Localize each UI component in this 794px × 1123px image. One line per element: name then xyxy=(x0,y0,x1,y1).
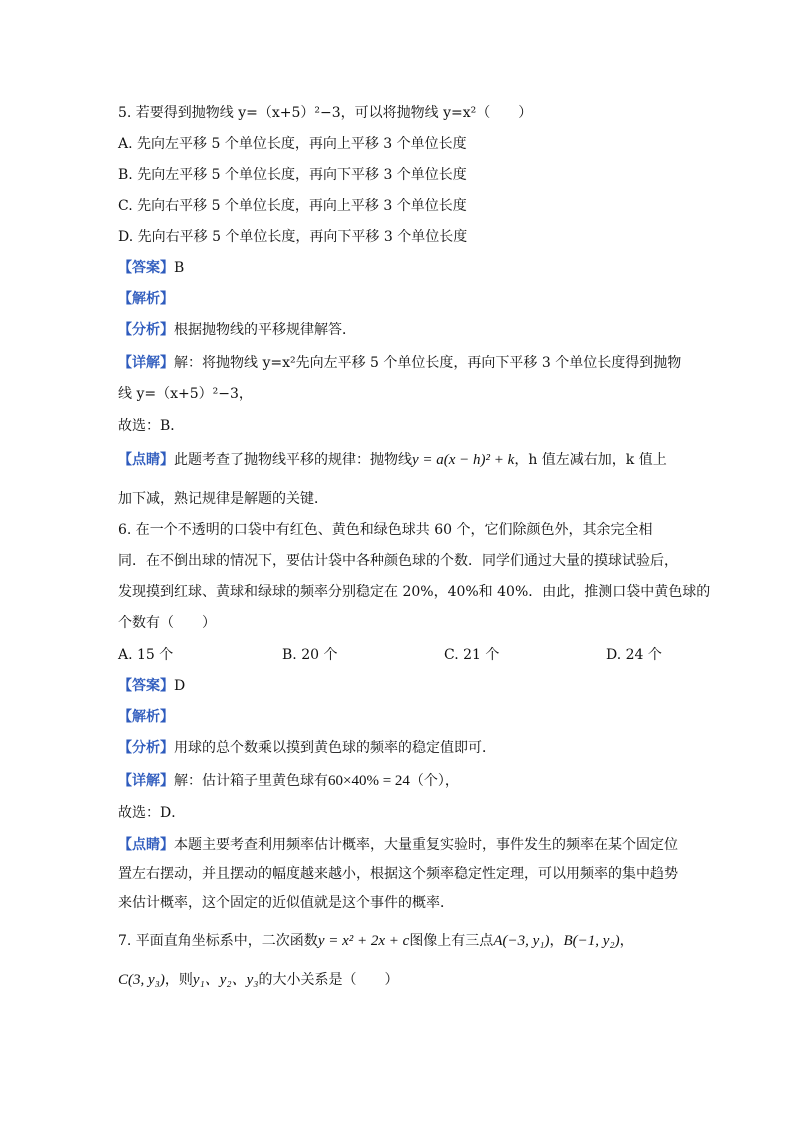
q5-stem: 5. 若要得到抛物线 y=（x+5）²−3，可以将抛物线 y=x²（ ） xyxy=(118,105,533,121)
dianjing-tag: 【点睛】 xyxy=(118,452,174,468)
q5-xiangjie-line-2: 线 y=（x+5）²−3， xyxy=(118,386,253,402)
xiangjie-tag: 【详解】 xyxy=(118,773,174,789)
q7-stem-text-a: 7. 平面直角坐标系中，二次函数 xyxy=(118,933,318,949)
xiangjie-text-b: （个）， xyxy=(409,773,459,789)
fenxi-text: 根据抛物线的平移规律解答． xyxy=(174,322,356,338)
point-c: C(3, y₃) xyxy=(118,972,165,988)
point-a: A(−3, y₁) xyxy=(493,933,550,949)
analysis-tag: 【解析】 xyxy=(118,291,174,307)
q6-stem-1: 6. 在一个不透明的口袋中有红色、黄色和绿色球共 60 个，它们除颜色外，其余完全相 xyxy=(118,522,653,538)
answer-value: D xyxy=(174,678,186,694)
dianjing-text: 本题主要考查利用频率估计概率，大量重复实验时，事件发生的频率在某个固定位 xyxy=(174,837,678,853)
q6-dianjing-line-1 xyxy=(118,836,678,854)
xiangjie-text-a: 解：估计箱子里黄色球有 xyxy=(174,773,328,789)
count-formula: 60×40% = 24 xyxy=(328,773,410,789)
dianjing-text-b: ，h 值左减右加，k 值上 xyxy=(514,452,667,468)
q5-answer-line xyxy=(118,259,184,277)
q5-option-b: B. 先向左平移 5 个单位长度，再向下平移 3 个单位长度 xyxy=(118,167,467,183)
q6-option-b: B. 20 个 xyxy=(282,647,338,663)
q6-stem-3: 发现摸到红球、黄球和绿球的频率分别稳定在 20%，40%和 40%．由此，推测口袋中黄色球的 xyxy=(118,584,711,600)
q6-analysis-line xyxy=(118,708,174,726)
q5-option-a: A. 先向左平移 5 个单位长度，再向上平移 3 个单位长度 xyxy=(118,136,467,152)
q7-stem-text-c: ，则 xyxy=(164,972,193,988)
q6-dianjing-line-2: 置左右摆动，并且摆动的幅度越来越小，根据这个频率稳定性定理，可以用频率的集中趋势 xyxy=(118,866,678,882)
dianjing-tag: 【点睛】 xyxy=(118,837,174,853)
q6-xiangjie-line xyxy=(118,772,459,790)
y-values: y₁、y₂、y₃ xyxy=(192,972,259,988)
fenxi-text: 用球的总个数乘以摸到黄色球的频率的稳定值即可． xyxy=(174,740,496,756)
analysis-tag: 【解析】 xyxy=(118,709,174,725)
q6-stem-4: 个数有（ ） xyxy=(118,615,216,631)
q7-stem-text-b: 图像上有三点 xyxy=(409,933,494,949)
parabola-formula: y = a(x − h)² + k xyxy=(412,452,515,468)
q7-stem-text-d: 的大小关系是（ ） xyxy=(258,972,399,988)
q7-stem-1 xyxy=(118,932,634,950)
xiangjie-text: 解：将抛物线 y=x²先向左平移 5 个单位长度，再向下平移 3 个单位长度得到抛物 xyxy=(174,355,682,371)
fenxi-tag: 【分析】 xyxy=(118,740,174,756)
quadratic-formula: y = x² + 2x + c xyxy=(317,933,410,949)
q7-stem-2 xyxy=(118,971,399,989)
q6-answer-line xyxy=(118,677,185,695)
q5-choose: 故选：B． xyxy=(118,418,185,434)
q6-dianjing-line-3: 来估计概率，这个固定的近似值就是这个事件的概率． xyxy=(118,895,454,911)
q6-stem-2: 同．在不倒出球的情况下，要估计袋中各种颜色球的个数．同学们通过大量的摸球试验后， xyxy=(118,553,678,569)
q5-option-d: D. 先向右平移 5 个单位长度，再向下平移 3 个单位长度 xyxy=(118,229,468,245)
q6-choose: 故选：D． xyxy=(118,805,186,821)
q5-dianjing-line-1 xyxy=(118,451,667,469)
q5-option-c: C. 先向右平移 5 个单位长度，再向上平移 3 个单位长度 xyxy=(118,198,467,214)
q5-dianjing-line-2: 加下减，熟记规律是解题的关键． xyxy=(118,491,328,507)
q5-xiangjie-line-1 xyxy=(118,354,681,372)
separator: ， xyxy=(619,933,634,949)
answer-value: B xyxy=(174,260,185,276)
answer-tag: 【答案】 xyxy=(118,260,174,276)
q6-fenxi-line xyxy=(118,739,496,757)
q6-option-c: C. 21 个 xyxy=(444,647,500,663)
q6-option-d: D. 24 个 xyxy=(606,647,662,663)
fenxi-tag: 【分析】 xyxy=(118,322,174,338)
q5-fenxi-line xyxy=(118,321,356,339)
q5-analysis-line xyxy=(118,290,174,308)
answer-tag: 【答案】 xyxy=(118,678,174,694)
separator: ， xyxy=(549,933,564,949)
xiangjie-tag: 【详解】 xyxy=(118,355,174,371)
dianjing-text-a: 此题考查了抛物线平移的规律：抛物线 xyxy=(174,452,412,468)
point-b: B(−1, y₂) xyxy=(563,933,620,949)
q6-option-a: A. 15 个 xyxy=(118,647,174,663)
